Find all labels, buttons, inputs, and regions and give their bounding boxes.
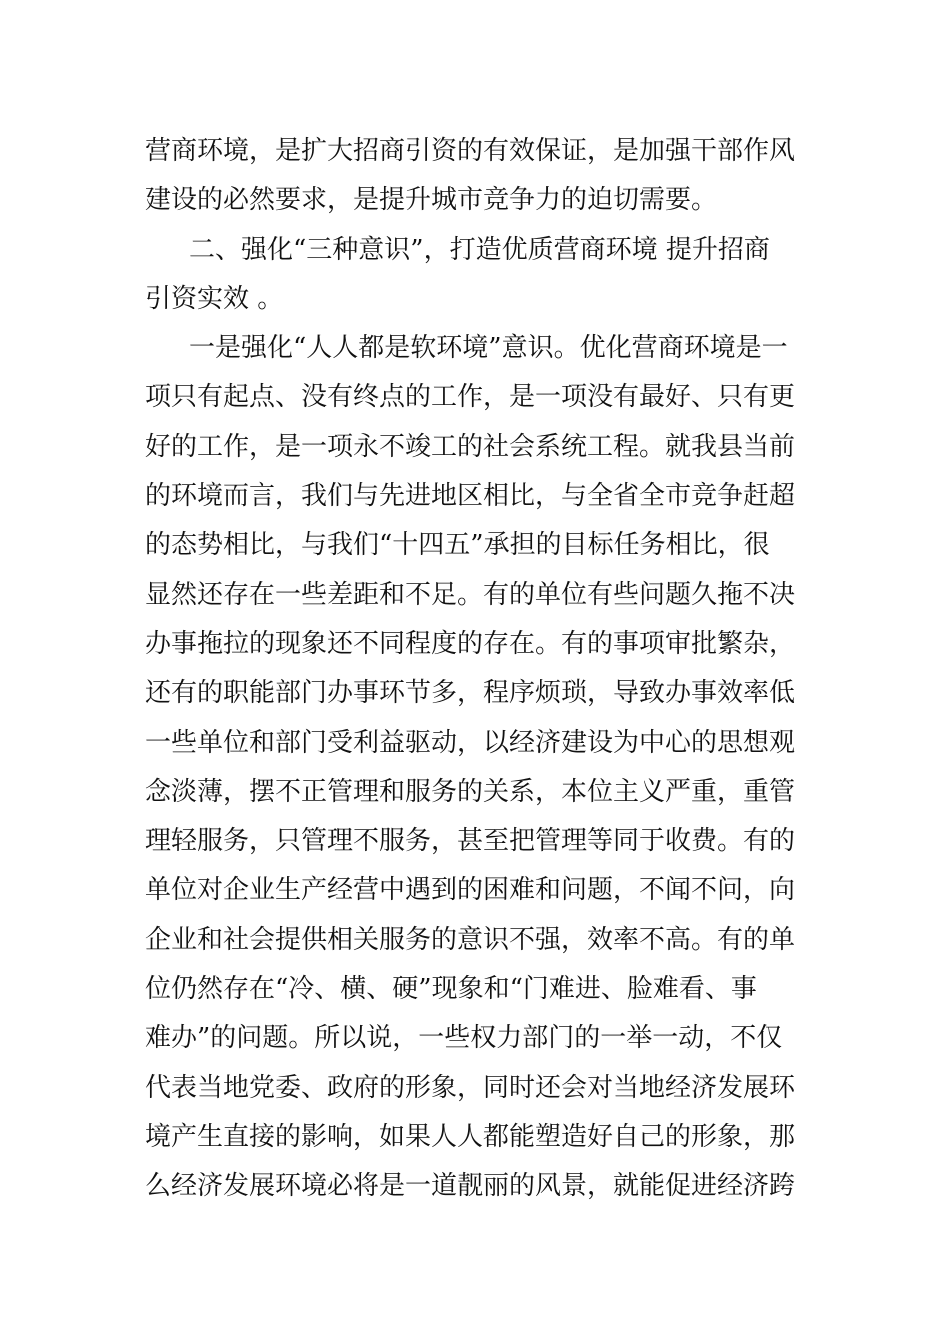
text-line: 建设的必然要求，是提升城市竞争力的迫切需要。 [145,185,718,216]
section-heading-line: 二、强化“三种意识”，打造优质营商环境 提升招商 [189,234,770,265]
text-line: 一些单位和部门受利益驱动，以经济建设为中心的思想观 [145,727,796,758]
text-line: 境产生直接的影响，如果人人都能塑造好自己的形象，那 [145,1121,796,1152]
text-line: 办事拖拉的现象还不同程度的存在。有的事项审批繁杂， [145,628,796,659]
body-text [145,127,810,1212]
text-line: 理轻服务，只管理不服务，甚至把管理等同于收费。有的 [145,826,796,857]
text-line: 显然还存在一些差距和不足。有的单位有些问题久拖不决 [145,579,796,610]
text-line: 单位对企业生产经营中遇到的困难和问题，不闻不问，向 [145,875,796,906]
text-line: 营商环境，是扩大招商引资的有效保证，是加强干部作风 [145,136,796,166]
text-line: 位仍然存在“冷、横、硬”现象和“门难进、脸难看、事 [145,974,757,1005]
text-line: 的环境而言，我们与先进地区相比，与全省全市竞争赶超 [145,481,796,512]
text-line: 代表当地党委、政府的形象，同时还会对当地经济发展环 [145,1072,796,1103]
text-line: 么经济发展环境必将是一道靓丽的风景，就能促进经济跨 [145,1171,796,1202]
text-line: 项只有起点、没有终点的工作，是一项没有最好、只有更 [145,382,796,413]
text-line: 企业和社会提供相关服务的意识不强，效率不高。有的单 [145,924,796,955]
text-line: 念淡薄，摆不正管理和服务的关系，本位主义严重，重管 [145,776,796,807]
text-line: 的态势相比，与我们“十四五”承担的目标任务相比，很 [145,530,770,561]
text-line: 难办”的问题。所以说，一些权力部门的一举一动，不仅 [145,1023,783,1054]
text-line: 还有的职能部门办事环节多，程序烦琐，导致办事效率低 [145,678,796,709]
section-heading-line: 引资实效 。 [145,283,284,314]
text-line: 好的工作，是一项永不竣工的社会系统工程。就我县当前 [145,431,796,462]
paragraph-start-line: 一是强化“人人都是软环境”意识。优化营商环境是一 [189,333,788,364]
